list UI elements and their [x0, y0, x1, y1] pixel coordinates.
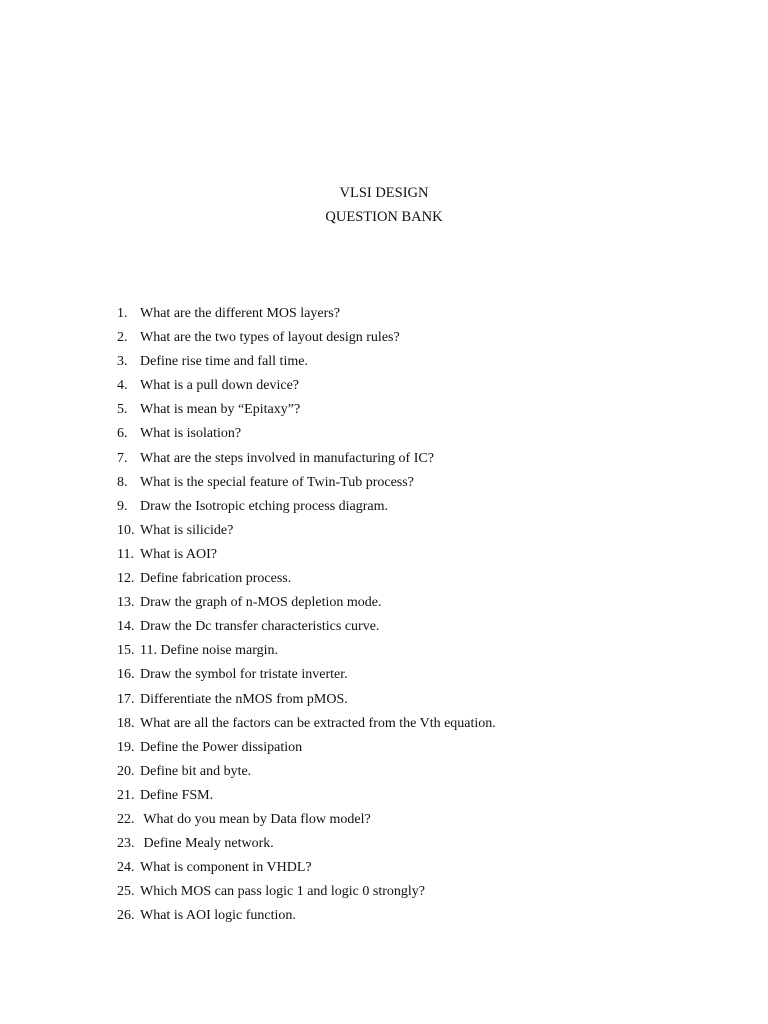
- question-number: 7.: [117, 450, 128, 466]
- question-text: Draw the graph of n-MOS depletion mode.: [140, 595, 382, 611]
- question-number: 13.: [117, 595, 135, 611]
- question-item: [117, 760, 737, 784]
- question-text: Draw the symbol for tristate inverter.: [140, 667, 348, 683]
- question-text: Define Mealy network.: [140, 836, 274, 852]
- question-text: 11. Define noise margin.: [140, 643, 279, 659]
- question-text: Define bit and byte.: [140, 763, 252, 779]
- question-number: 4.: [117, 378, 128, 394]
- question-item: [117, 447, 737, 471]
- question-item: [117, 880, 737, 904]
- question-text: What is a pull down device?: [140, 378, 300, 394]
- question-text: What is the special feature of Twin-Tub process?: [140, 474, 414, 490]
- question-list: [117, 302, 737, 928]
- question-text: What are the different MOS layers?: [140, 306, 340, 321]
- question-number: 12.: [117, 571, 135, 587]
- question-number: 8.: [117, 474, 128, 490]
- question-item: [117, 663, 737, 687]
- question-item: [117, 591, 737, 615]
- question-item: [117, 904, 737, 928]
- question-item: [117, 639, 737, 663]
- title-line-2: QUESTION BANK: [325, 209, 443, 225]
- question-item: [117, 398, 737, 422]
- question-text: Define rise time and fall time.: [140, 354, 308, 370]
- question-text: What are the two types of layout design rules?: [140, 330, 400, 346]
- question-number: 25.: [117, 884, 135, 900]
- question-number: 5.: [117, 402, 128, 418]
- question-item: [117, 471, 737, 495]
- question-text: Which MOS can pass logic 1 and logic 0 strongly?: [140, 884, 426, 900]
- question-item: [117, 519, 737, 543]
- question-item: [117, 350, 737, 374]
- question-number: 10.: [117, 522, 135, 538]
- question-item: [117, 543, 737, 567]
- question-number: 20.: [117, 763, 135, 779]
- question-text: What is isolation?: [140, 426, 242, 442]
- question-item: [117, 784, 737, 808]
- document-title: [0, 181, 768, 229]
- question-item: [117, 374, 737, 398]
- question-number: 16.: [117, 667, 135, 683]
- question-text: Define the Power dissipation: [140, 739, 303, 755]
- question-item: [117, 808, 737, 832]
- question-number: 18.: [117, 715, 135, 731]
- question-number: 6.: [117, 426, 128, 442]
- question-item: [117, 856, 737, 880]
- question-text: What is silicide?: [140, 522, 234, 538]
- question-text: What are all the factors can be extracted from the Vth equation.: [140, 715, 496, 731]
- question-number: 22.: [117, 811, 135, 827]
- question-item: [117, 688, 737, 712]
- question-number: 24.: [117, 860, 135, 876]
- question-number: 1.: [117, 306, 128, 321]
- question-text: What is AOI logic function.: [140, 908, 296, 924]
- question-text: Draw the Dc transfer characteristics curve.: [140, 619, 380, 635]
- question-text: What do you mean by Data flow model?: [140, 811, 371, 827]
- question-item: [117, 736, 737, 760]
- question-number: 14.: [117, 619, 135, 635]
- question-text: Draw the Isotropic etching process diagram.: [140, 498, 389, 514]
- question-text: What is AOI?: [140, 546, 217, 562]
- question-item: [117, 302, 737, 326]
- question-item: [117, 326, 737, 350]
- question-item: [117, 422, 737, 446]
- question-number: 3.: [117, 354, 128, 370]
- question-number: 17.: [117, 691, 135, 707]
- question-item: [117, 567, 737, 591]
- question-number: 15.: [117, 643, 135, 659]
- title-line-1: VLSI DESIGN: [339, 185, 429, 201]
- question-number: 9.: [117, 498, 128, 514]
- question-text: Define FSM.: [140, 787, 214, 803]
- question-text: Differentiate the nMOS from pMOS.: [140, 691, 348, 707]
- question-number: 26.: [117, 908, 135, 924]
- question-text: What is mean by “Epitaxy”?: [140, 402, 301, 418]
- question-number: 2.: [117, 330, 128, 346]
- question-item: [117, 712, 737, 736]
- question-item: [117, 615, 737, 639]
- question-text: What is component in VHDL?: [140, 860, 312, 876]
- question-number: 11.: [117, 546, 134, 562]
- question-item: [117, 495, 737, 519]
- question-number: 19.: [117, 739, 135, 755]
- question-number: 23.: [117, 836, 135, 852]
- question-item: [117, 832, 737, 856]
- question-text: What are the steps involved in manufacturing of IC?: [140, 450, 434, 466]
- question-text: Define fabrication process.: [140, 571, 292, 587]
- question-number: 21.: [117, 787, 135, 803]
